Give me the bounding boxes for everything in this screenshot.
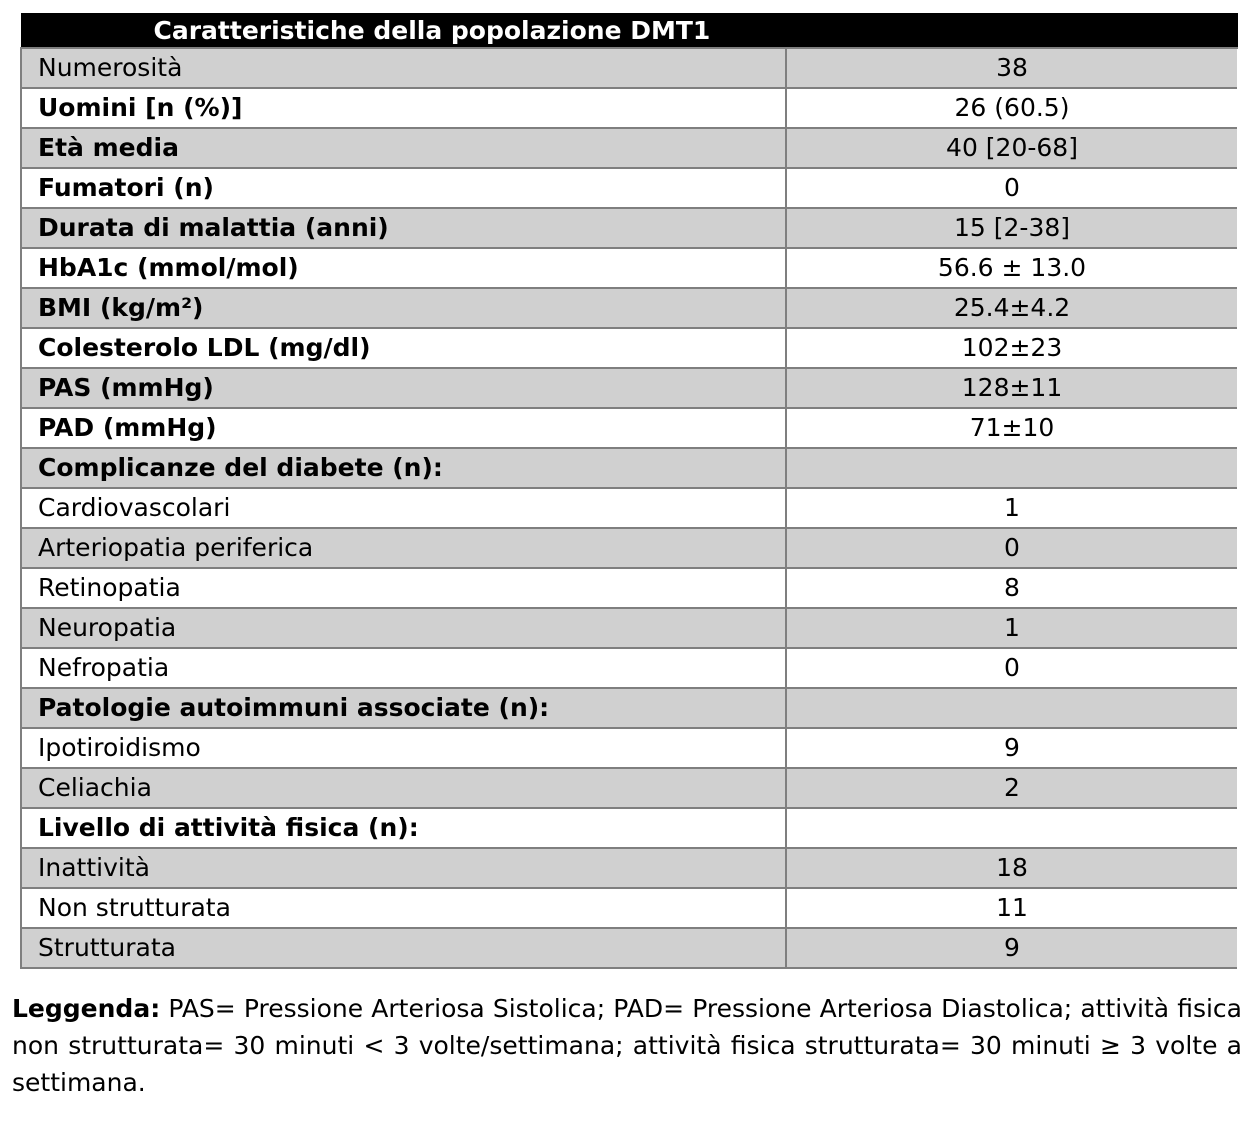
row-label: Strutturata: [21, 928, 786, 968]
row-label: Inattività: [21, 848, 786, 888]
row-value: 25.4±4.2: [786, 288, 1237, 328]
legend: [12, 990, 1242, 1101]
table-row: [21, 408, 1237, 448]
row-label: Numerosità: [21, 48, 786, 88]
row-label: Ipotiroidismo: [21, 728, 786, 768]
row-label: Fumatori (n): [21, 168, 786, 208]
row-value: 0: [786, 648, 1237, 688]
row-label: Durata di malattia (anni): [21, 208, 786, 248]
table-title: Caratteristiche della popolazione DMT1: [21, 14, 1237, 49]
table-row: [21, 488, 1237, 528]
row-value: [786, 688, 1237, 728]
row-label: Livello di attività fisica (n):: [21, 808, 786, 848]
table-row: [21, 208, 1237, 248]
table-row: [21, 48, 1237, 88]
row-label: HbA1c (mmol/mol): [21, 248, 786, 288]
table-row: [21, 448, 1237, 488]
table-body: [21, 48, 1237, 968]
row-value: 9: [786, 928, 1237, 968]
row-label: Colesterolo LDL (mg/dl): [21, 328, 786, 368]
row-value: 26 (60.5): [786, 88, 1237, 128]
row-value: 11: [786, 888, 1237, 928]
table-row: [21, 568, 1237, 608]
table-row: [21, 888, 1237, 928]
table-header-row: [21, 14, 1237, 49]
table-row: [21, 768, 1237, 808]
row-label: Celiachia: [21, 768, 786, 808]
row-label: BMI (kg/m²): [21, 288, 786, 328]
table-row: [21, 608, 1237, 648]
row-value: 0: [786, 168, 1237, 208]
row-value: 102±23: [786, 328, 1237, 368]
row-value: 38: [786, 48, 1237, 88]
row-value: 8: [786, 568, 1237, 608]
table-row: [21, 648, 1237, 688]
legend-heading: Leggenda:: [12, 994, 161, 1023]
row-value: 15 [2-38]: [786, 208, 1237, 248]
row-label: Complicanze del diabete (n):: [21, 448, 786, 488]
table-row: [21, 248, 1237, 288]
row-value: 128±11: [786, 368, 1237, 408]
row-label: Cardiovascolari: [21, 488, 786, 528]
row-value: 0: [786, 528, 1237, 568]
row-value: 1: [786, 488, 1237, 528]
characteristics-table: [20, 13, 1238, 969]
row-label: Uomini [n (%)]: [21, 88, 786, 128]
row-value: 18: [786, 848, 1237, 888]
table-row: [21, 728, 1237, 768]
table-row: [21, 848, 1237, 888]
table-row: [21, 368, 1237, 408]
characteristics-table-container: [20, 13, 1236, 969]
row-label: Arteriopatia periferica: [21, 528, 786, 568]
row-value: 2: [786, 768, 1237, 808]
table-row: [21, 688, 1237, 728]
row-value: 9: [786, 728, 1237, 768]
row-label: Retinopatia: [21, 568, 786, 608]
row-value: 40 [20-68]: [786, 128, 1237, 168]
table-row: [21, 288, 1237, 328]
row-label: Neuropatia: [21, 608, 786, 648]
legend-text: PAS= Pressione Arteriosa Sistolica; PAD= Pressione Arteriosa Diastolica; attività fisica non strutturata= 30 minuti < 3 volte/settimana; attività fisica strutturata= 30 minuti ≥ 3 volte a settimana.: [12, 994, 1242, 1097]
row-label: Età media: [21, 128, 786, 168]
table-row: [21, 88, 1237, 128]
row-value: [786, 448, 1237, 488]
table-row: [21, 808, 1237, 848]
row-label: Non strutturata: [21, 888, 786, 928]
row-label: Patologie autoimmuni associate (n):: [21, 688, 786, 728]
table-row: [21, 528, 1237, 568]
row-value: 56.6 ± 13.0: [786, 248, 1237, 288]
row-value: 1: [786, 608, 1237, 648]
table-row: [21, 328, 1237, 368]
row-label: PAD (mmHg): [21, 408, 786, 448]
row-label: PAS (mmHg): [21, 368, 786, 408]
row-label: Nefropatia: [21, 648, 786, 688]
table-row: [21, 168, 1237, 208]
row-value: 71±10: [786, 408, 1237, 448]
table-row: [21, 128, 1237, 168]
table-row: [21, 928, 1237, 968]
row-value: [786, 808, 1237, 848]
